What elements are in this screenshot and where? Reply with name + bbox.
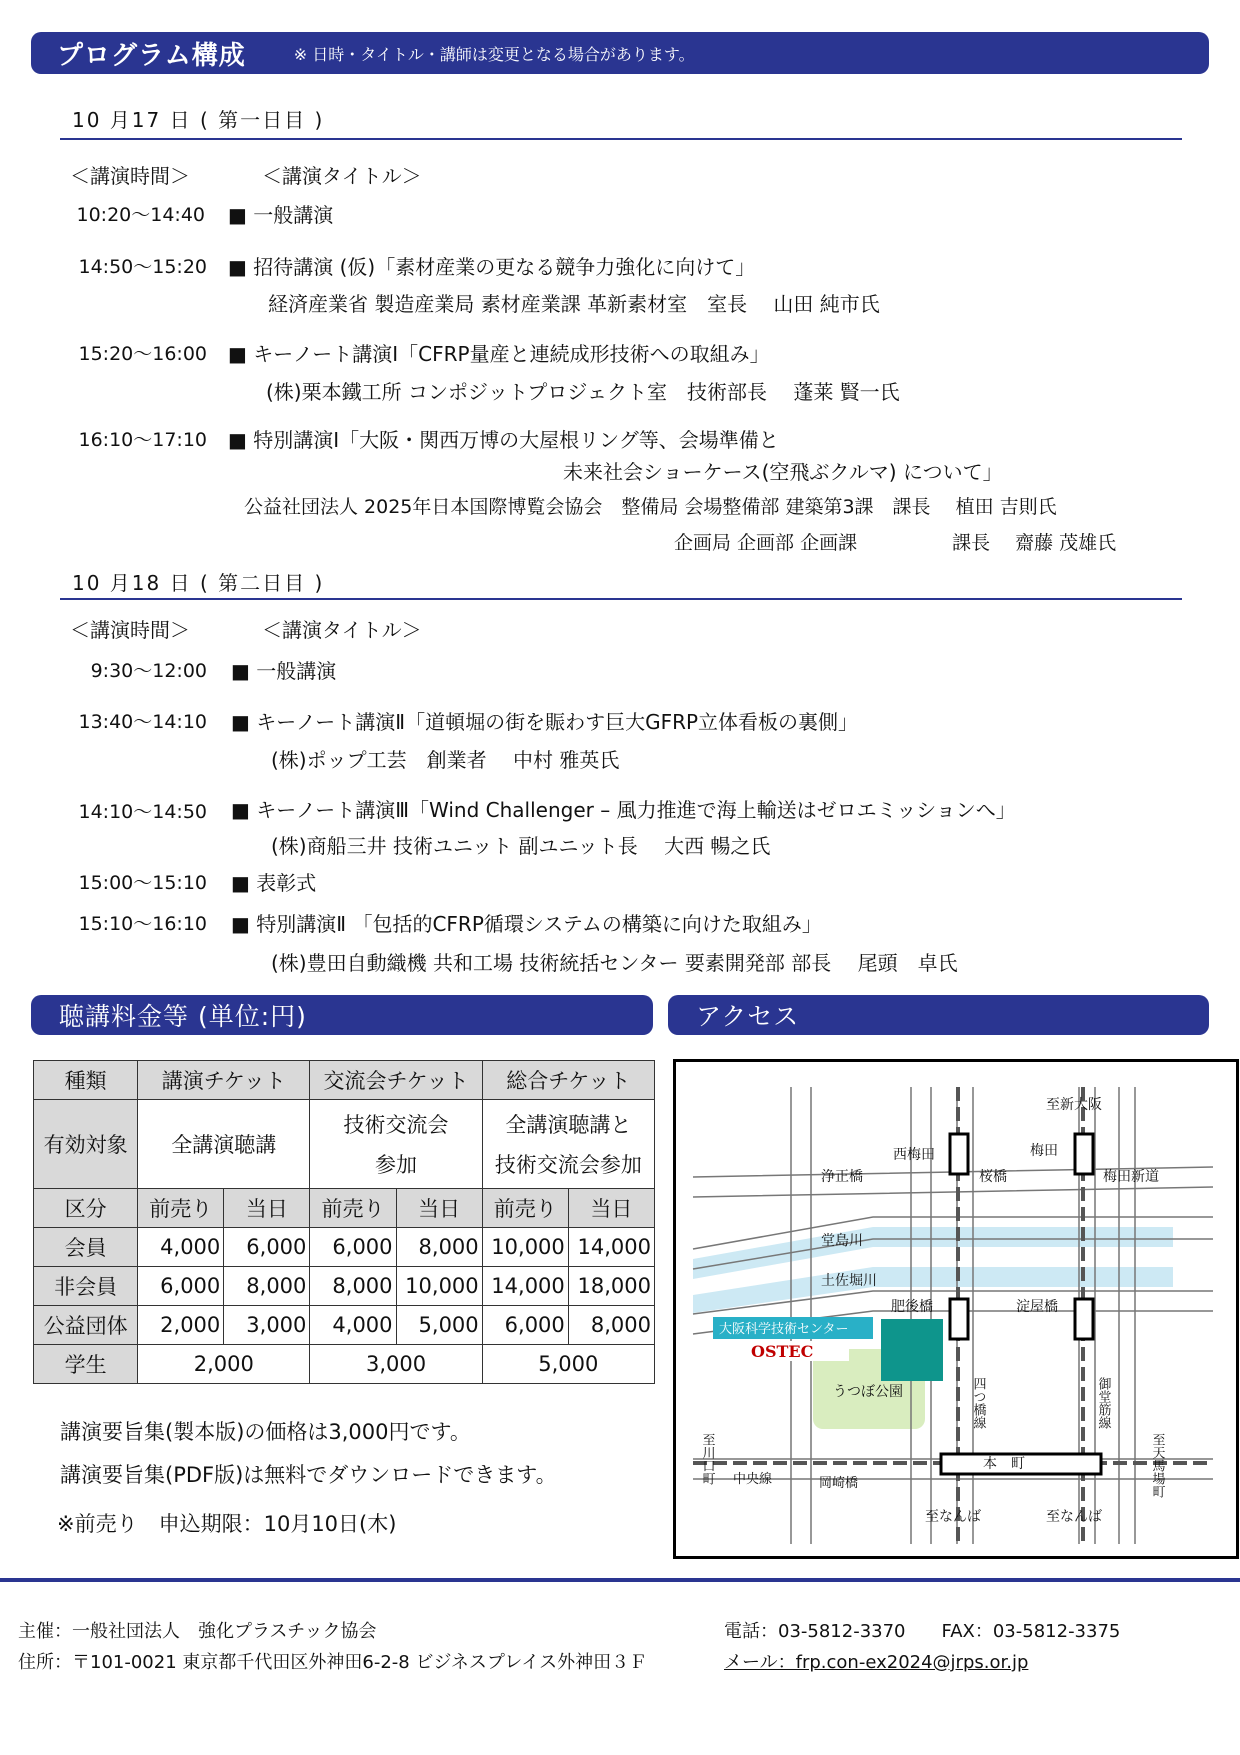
- fee-cell: 2,000: [138, 1306, 224, 1345]
- session-title: ■ キーノート講演Ⅱ「道頓堀の街を賑わす巨大GFRP立体看板の裏側」: [231, 710, 859, 734]
- map-label: 至天馬場町: [1149, 1433, 1165, 1498]
- fee-table: [33, 1060, 655, 1384]
- fee-cell: 4,000: [310, 1306, 396, 1345]
- map-label: 桜橋: [979, 1169, 1007, 1185]
- fee-target-3b: 技術交流会参加: [494, 1153, 642, 1177]
- day1-rule: [60, 138, 1182, 140]
- session-speaker: (株)商船三井 技術ユニット 副ユニット長 大西 暢之氏: [271, 834, 771, 858]
- station-umeda: [1075, 1134, 1093, 1174]
- fee-target-2b: 参加: [375, 1153, 418, 1177]
- session-speaker: (株)栗本鐵工所 コンポジットプロジェクト室 技術部長 蓬莱 賢一氏: [266, 380, 900, 404]
- map-label: 至新大阪: [1046, 1097, 1102, 1113]
- session-time: 16:10～17:10: [78, 429, 207, 451]
- session-speaker: (株)豊田自動織機 共和工場 技術統括センター 要素開発部 部長 尾頭 卓氏: [271, 951, 958, 975]
- access-header-bar: [668, 995, 1209, 1035]
- session-time: 15:10～16:10: [78, 913, 207, 935]
- fee-cell: 2,000: [138, 1345, 310, 1384]
- session-time: 9:30～12:00: [90, 660, 207, 682]
- fee-cell: 10,000: [396, 1267, 482, 1306]
- map-label: 土佐堀川: [821, 1273, 877, 1289]
- session-time: 14:10～14:50: [78, 801, 207, 823]
- fee-note-print: 講演要旨集(製本版)の価格は3,000円です。: [60, 1420, 471, 1444]
- map-label: 四つ橋線: [970, 1377, 986, 1429]
- map-label: 西梅田: [893, 1147, 935, 1163]
- fee-cell: 3,000: [310, 1345, 482, 1384]
- map-label: 岡崎橋: [819, 1476, 859, 1491]
- fee-cell: 8,000: [224, 1267, 310, 1306]
- fee-row-label: 会員: [34, 1228, 138, 1267]
- fee-cell: 14,000: [482, 1267, 568, 1306]
- footer-mail-link[interactable]: メール：frp.con-ex2024@jrps.or.jp: [724, 1652, 1029, 1673]
- session-title: ■ 特別講演Ⅱ 「包括的CFRP循環システムの構築に向けた取組み」: [231, 912, 822, 936]
- map-label: 肥後橋: [891, 1299, 933, 1315]
- fee-note-deadline: ※前売り 申込期限：10月10日(木): [57, 1512, 397, 1536]
- day2-col-time: ＜講演時間＞: [70, 618, 190, 642]
- fee-target-3: [482, 1100, 654, 1189]
- map-label: 浄正橋: [821, 1169, 863, 1185]
- map-label: 中央線: [733, 1472, 773, 1487]
- fee-cell: 8,000: [568, 1306, 654, 1345]
- session-title: ■ キーノート講演Ⅲ「Wind Challenger – 風力推進で海上輸送はゼロエミッションへ」: [231, 798, 1016, 822]
- fee-cell: 5,000: [396, 1306, 482, 1345]
- map-label: 堂島川: [821, 1233, 863, 1249]
- fee-cell: 8,000: [396, 1228, 482, 1267]
- fee-head-target: 有効対象: [34, 1100, 138, 1189]
- fee-cell: 5,000: [482, 1345, 654, 1384]
- map-label: 御堂筋線: [1095, 1377, 1111, 1429]
- session-speaker: 経済産業省 製造産業局 素材産業課 革新素材室 室長 山田 純市氏: [268, 292, 880, 316]
- access-map: [673, 1059, 1239, 1559]
- fee-head-pre: 前売り: [310, 1189, 396, 1228]
- fee-cell: 10,000: [482, 1228, 568, 1267]
- footer-org: 主催：一般社団法人 強化プラスチック協会: [18, 1621, 377, 1642]
- fee-target-3a: 全講演聴講と: [505, 1113, 632, 1137]
- session-title-line2: 未来社会ショーケース(空飛ぶクルマ) について」: [563, 460, 1003, 484]
- session-speaker: (株)ポップ工芸 創業者 中村 雅英氏: [271, 748, 620, 772]
- session-title: ■ キーノート講演Ⅰ「CFRP量産と連続成形技術への取組み」: [228, 342, 770, 366]
- fee-cell: 6,000: [310, 1228, 396, 1267]
- fee-cell: 18,000: [568, 1267, 654, 1306]
- fee-head-pre: 前売り: [138, 1189, 224, 1228]
- program-header-title: プログラム構成: [57, 40, 246, 71]
- map-label: 至なんば: [1046, 1509, 1102, 1525]
- map-label: OSTEC: [751, 1342, 814, 1361]
- day2-rule: [60, 598, 1182, 600]
- fee-cell: 14,000: [568, 1228, 654, 1267]
- day1-col-time: ＜講演時間＞: [70, 164, 190, 188]
- fee-head-day: 当日: [568, 1189, 654, 1228]
- map-label: 大阪科学技術センター: [719, 1322, 849, 1337]
- fee-target-2a: 技術交流会: [343, 1113, 449, 1137]
- fee-head-ticket1: 講演チケット: [138, 1061, 310, 1100]
- map-label: うつぼ公園: [833, 1384, 903, 1400]
- session-title: ■ 一般講演: [228, 203, 334, 227]
- ostec-building: [881, 1319, 943, 1381]
- session-title: ■ 一般講演: [231, 659, 337, 683]
- fee-head-pre: 前売り: [482, 1189, 568, 1228]
- footer-tel: 電話：03-5812-3370 FAX：03-5812-3375: [724, 1621, 1121, 1642]
- station-nishiumeda: [950, 1134, 968, 1174]
- footer-rule: [0, 1578, 1240, 1582]
- fee-head-class: 区分: [34, 1189, 138, 1228]
- session-title: ■ 招待講演 (仮)「素材産業の更なる競争力強化に向けて」: [228, 255, 756, 279]
- fee-cell: 6,000: [138, 1267, 224, 1306]
- session-title: ■ 特別講演Ⅰ「大阪・関西万博の大屋根リング等、会場準備と: [228, 428, 779, 452]
- station-yodoyabashi: [1075, 1299, 1093, 1339]
- map-label: 至なんば: [925, 1509, 981, 1525]
- fee-row-label: 非会員: [34, 1267, 138, 1306]
- session-title: ■ 表彰式: [231, 871, 317, 895]
- session-time: 15:00～15:10: [78, 872, 207, 894]
- fee-cell: 8,000: [310, 1267, 396, 1306]
- footer-address: 住所：〒101-0021 東京都千代田区外神田6-2-8 ビジネスプレイス外神田３Ｆ: [18, 1652, 648, 1673]
- fee-head-day: 当日: [224, 1189, 310, 1228]
- session-time: 13:40～14:10: [78, 711, 207, 733]
- map-label: 梅田新道: [1103, 1169, 1159, 1185]
- fee-cell: 6,000: [224, 1228, 310, 1267]
- fee-head-day: 当日: [396, 1189, 482, 1228]
- session-speaker-line2: 企画局 企画部 企画課 課長 齋藤 茂雄氏: [674, 532, 1117, 554]
- access-header-title: アクセス: [696, 1002, 800, 1031]
- station-higobashi: [950, 1299, 968, 1339]
- day1-col-title: ＜講演タイトル＞: [262, 164, 422, 188]
- day2-col-title: ＜講演タイトル＞: [262, 618, 422, 642]
- session-time: 15:20～16:00: [78, 343, 207, 365]
- program-header-bar: [31, 32, 1209, 74]
- session-time: 14:50～15:20: [78, 256, 207, 278]
- day1-label: 10 月17 日 ( 第一日目 ): [72, 108, 325, 132]
- fee-cell: 4,000: [138, 1228, 224, 1267]
- fees-header-bar: [31, 995, 653, 1035]
- fee-target-2: [310, 1100, 482, 1189]
- fee-note-pdf: 講演要旨集(PDF版)は無料でダウンロードできます。: [60, 1463, 557, 1487]
- fee-head-kind: 種類: [34, 1061, 138, 1100]
- fee-target-1: 全講演聴講: [138, 1100, 310, 1189]
- fee-head-ticket2: 交流会チケット: [310, 1061, 482, 1100]
- map-label: 淀屋橋: [1016, 1299, 1058, 1315]
- program-header-note: ※ 日時・タイトル・講師は変更となる場合があります。: [293, 44, 695, 64]
- session-time: 10:20～14:40: [76, 204, 205, 226]
- fee-row-label: 学生: [34, 1345, 138, 1384]
- footer-mail: [724, 1648, 1028, 1674]
- fee-head-ticket3: 総合チケット: [482, 1061, 654, 1100]
- session-speaker: 公益社団法人 2025年日本国際博覧会協会 整備局 会場整備部 建築第3課 課長 植田 吉則氏: [244, 496, 1057, 518]
- fee-cell: 3,000: [224, 1306, 310, 1345]
- map-label: 本 町: [983, 1456, 1025, 1472]
- fees-header-title: 聴講料金等 (単位:円): [59, 1002, 307, 1031]
- map-label: 梅田: [1030, 1143, 1058, 1159]
- fee-row-label: 公益団体: [34, 1306, 138, 1345]
- day2-label: 10 月18 日 ( 第二日目 ): [72, 571, 325, 595]
- fee-cell: 6,000: [482, 1306, 568, 1345]
- map-label: 至川口町: [699, 1433, 715, 1485]
